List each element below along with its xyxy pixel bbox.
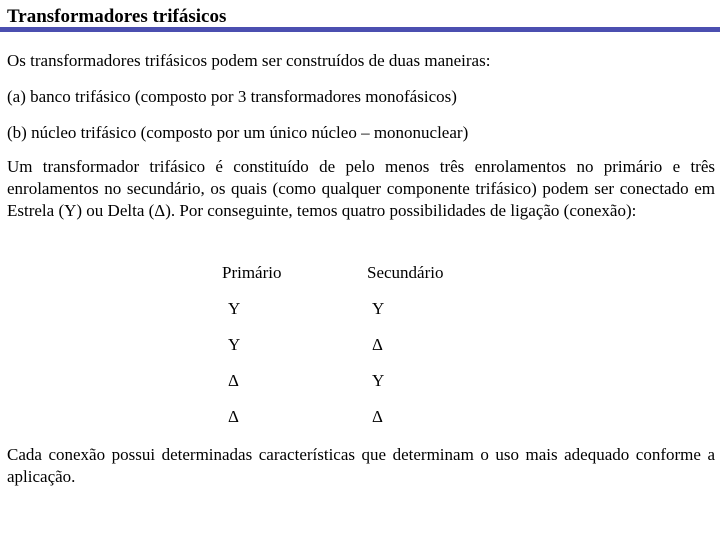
description-paragraph: Um transformador trifásico é constituído de pelo menos três enrolamentos no primário e três enrolamentos no secundário, os quais (como qualquer componente trifásico) podem ser conectado em Estrela (Y) ou Delta (Δ). Por conseguinte, temos quatro possibilidades de ligação (conexão): <box>7 157 715 220</box>
conclusion-paragraph: Cada conexão possui determinadas características que determinam o uso mais adequado conforme a aplicação. <box>7 445 715 486</box>
table-header-row <box>0 262 720 298</box>
header-primary: Primário <box>222 263 282 282</box>
connections-table <box>0 262 720 442</box>
table-row <box>0 298 720 334</box>
primary-connection: Y <box>228 299 241 318</box>
secondary-connection: Y <box>372 299 385 318</box>
intro-paragraph: Os transformadores trifásicos podem ser construídos de duas maneiras: <box>7 51 491 70</box>
primary-connection: Δ <box>228 371 239 390</box>
secondary-connection: Δ <box>372 335 383 354</box>
secondary-connection: Y <box>372 371 385 390</box>
table-row <box>0 334 720 370</box>
primary-connection: Y <box>228 335 241 354</box>
table-row <box>0 370 720 406</box>
table-row <box>0 406 720 442</box>
header-secondary: Secundário <box>367 263 444 282</box>
option-a-paragraph: (a) banco trifásico (composto por 3 transformadores monofásicos) <box>7 87 457 106</box>
page-title: Transformadores trifásicos <box>7 6 227 27</box>
option-b-paragraph: (b) núcleo trifásico (composto por um único núcleo – mononuclear) <box>7 123 469 142</box>
title-underline-rule <box>0 27 720 32</box>
primary-connection: Δ <box>228 407 239 426</box>
secondary-connection: Δ <box>372 407 383 426</box>
